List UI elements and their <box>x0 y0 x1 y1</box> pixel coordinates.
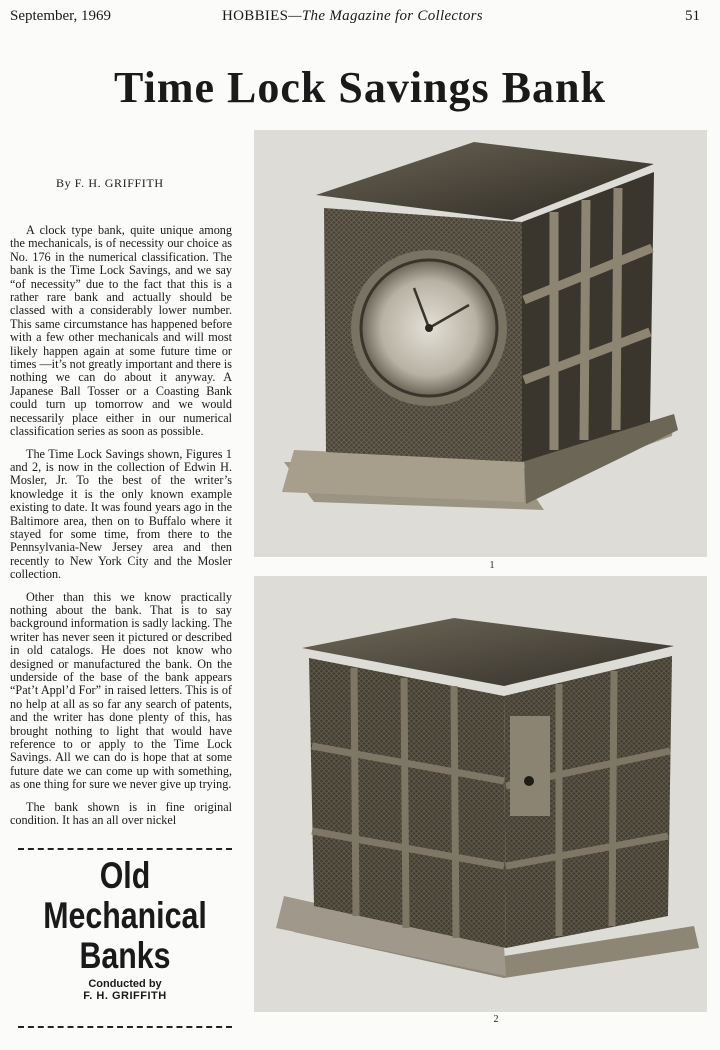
figure-1-caption: 1 <box>489 560 495 571</box>
clock-bank-back-photo-icon <box>254 576 707 1012</box>
column-heading-box <box>18 856 232 1002</box>
column-author: F. H. GRIFFITH <box>83 990 167 1002</box>
figure-2-caption: 2 <box>493 1014 499 1025</box>
paragraph: Other than this we know practically nothing about the bank. That is to say background information is sadly lacking. The writer has never seen it pictured or described in old catalogs. He does not know who designed or manufactured the bank. On the underside of the base of the bank appears “Pat’t Appl’d For” in raised letters. This is of no help at all as so far any search of patents, and the writer has done plenty of this, has brought nothing to light that would have reference to or apply to the Time Lock Savings. All we can do is hope that at some future date we can come up with something, as one thing for sure we never give up trying. <box>10 589 232 792</box>
page-number: 51 <box>685 8 700 24</box>
paragraph: A clock type bank, quite unique among the mechanicals, is of necessity our choice as No. 176 in the numerical classification. The bank is the Time Lock Savings, and we say “of necessity” due to the fact that this is a rather rare bank and actually should be classed with a considerably lower number. This same circumstance has happened before with a few other mechanicals and will most likely happen again at some future time or times —it’s not greatly important and there is nothing we can do about it anyway. A Japanese Ball Tosser or a Coasting Bank could turn up tomorrow and we would necessarily place either in our numerical classification series as soon as possible. <box>10 223 232 439</box>
column-heading-line: Banks <box>79 935 171 976</box>
dashed-divider-top <box>18 848 232 850</box>
column-heading-line: Old <box>99 855 151 896</box>
page-header <box>10 8 710 30</box>
paragraph: The bank shown is in fine original condition. It has an all over nickel <box>10 799 232 828</box>
dashed-divider-bottom <box>18 1026 232 1028</box>
column-heading-line: Mechanical <box>43 895 207 936</box>
paragraph: The Time Lock Savings shown, Figures 1 and 2, is now in the collection of Edwin H. Mosler, Jr. To the best of the writer’s knowledge it is the only known example existing to date. It was found years ago in the Baltimore area, then on to Buffalo where it stayed for some time, from there to the Pennsylvania-New Jersey area and then recently to New York City and the Mosler collection. <box>10 446 232 582</box>
article-body <box>10 224 232 836</box>
clock-bank-front-photo-icon <box>254 130 707 557</box>
magazine-tagline: —The Magazine for Collectors <box>288 8 483 24</box>
magazine-name <box>222 8 483 25</box>
magazine-title: HOBBIES <box>222 8 289 24</box>
conducted-by-label: Conducted by <box>88 978 162 990</box>
figure-2-photo <box>254 576 707 1012</box>
issue-date: September, 1969 <box>10 8 112 24</box>
article-title: Time Lock Savings Bank <box>114 63 606 112</box>
figure-1-photo <box>254 130 707 557</box>
article-byline: By F. H. GRIFFITH <box>56 176 164 190</box>
